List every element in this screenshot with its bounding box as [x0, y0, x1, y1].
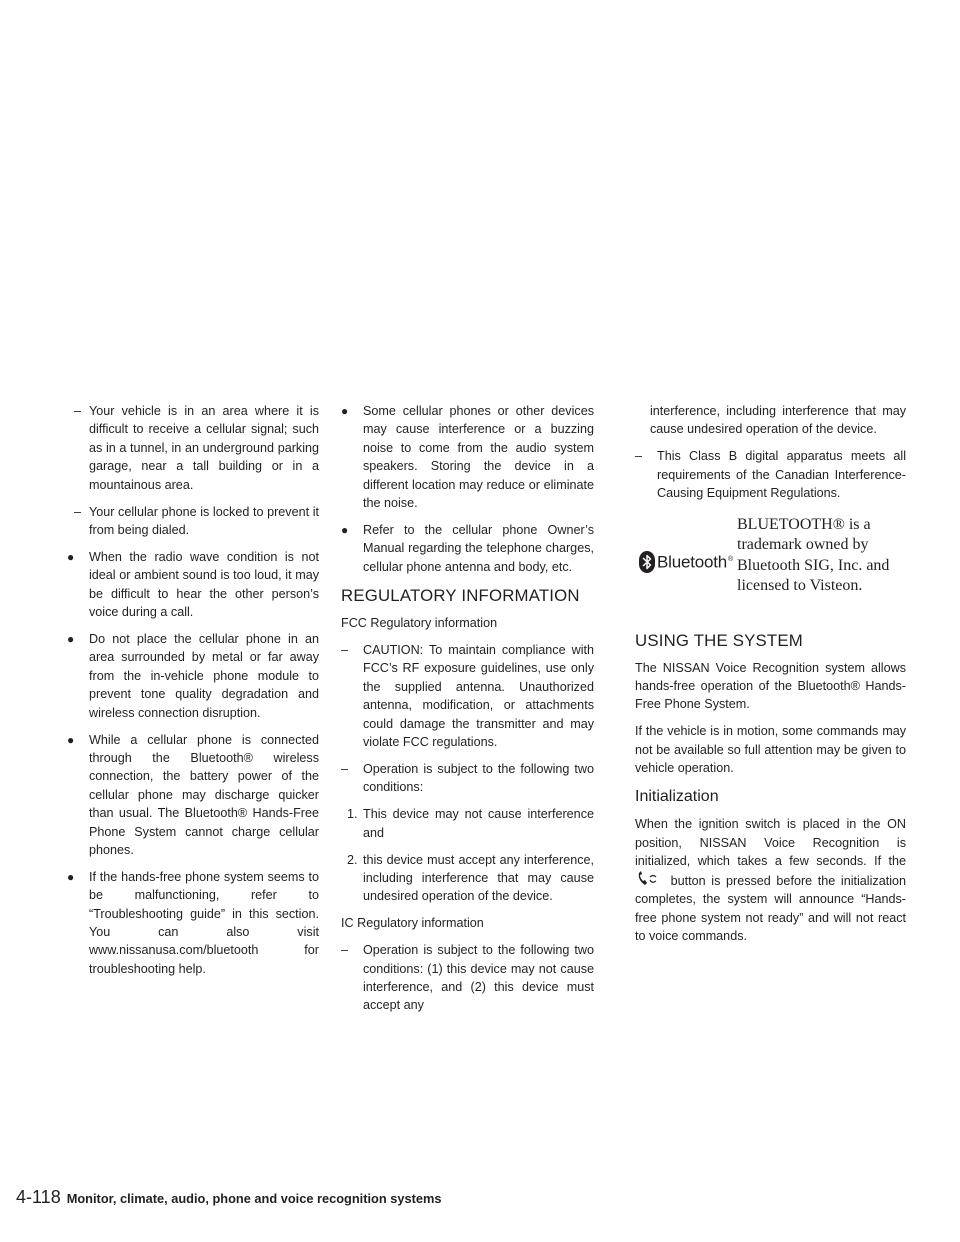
item-number: 2.	[347, 852, 358, 867]
list-item	[635, 447, 906, 502]
continued-text	[635, 402, 906, 439]
dash-marker: –	[341, 643, 349, 658]
bullet-icon: ●	[341, 404, 349, 418]
dash-marker: –	[341, 943, 349, 958]
item-text: Refer to the cellular phone Owner’s Manual regarding the telephone charges, cellular phone antenna and body, etc.	[363, 522, 594, 574]
list-item	[341, 941, 594, 1015]
item-text: Your vehicle is in an area where it is difficult to receive a cellular signal; such as in a tunnel, in an underground parking garage, near a tall building or in a mountainous area.	[89, 404, 319, 492]
paragraph: The NISSAN Voice Recognition system allows hands-free operation of the Bluetooth® Hands-Free Phone System.	[635, 660, 906, 712]
paragraph-part: When the ignition switch is placed in the ON position, NISSAN Voice Recognition is initialized, which takes a few seconds. If the	[635, 817, 906, 869]
section-heading-using-system: USING THE SYSTEM	[635, 630, 803, 650]
ic-label: IC Regulatory information	[341, 916, 484, 931]
bullet-icon: ●	[67, 869, 75, 884]
column-3	[635, 402, 906, 954]
item-text: When the radio wave condition is not ideal or ambient sound is too loud, it may be difficult to hear the other person’s voice during a call.	[89, 549, 319, 620]
list-item	[341, 402, 594, 512]
registered-mark: ®	[728, 556, 734, 563]
item-text: Your cellular phone is locked to prevent it from being dialed.	[89, 504, 319, 537]
list-item	[341, 760, 594, 797]
bluetooth-trademark	[635, 515, 906, 617]
bluetooth-word: Bluetooth	[657, 552, 728, 572]
item-text: This device may not cause interference and	[363, 807, 594, 840]
list-item	[67, 731, 319, 860]
item-text: this device must accept any interference, including interference that may cause undesired operation of the device.	[363, 852, 594, 904]
column-1	[67, 402, 319, 987]
numbered-item	[341, 805, 594, 842]
section-heading-regulatory: REGULATORY INFORMATION	[341, 586, 580, 606]
dash-marker: –	[635, 449, 643, 464]
list-item	[341, 641, 594, 751]
bullet-icon: ●	[67, 549, 75, 564]
list-item	[67, 402, 319, 494]
dash-marker: –	[74, 504, 82, 519]
column-2	[341, 402, 594, 1023]
dash-marker: –	[74, 404, 82, 418]
item-text: If the hands-free phone system seems to be malfunctioning, refer to “Troubleshooting guide” in this section. You can also visit www.nissanusa.com/bluetooth for troubleshooting help.	[89, 869, 319, 976]
paragraph: If the vehicle is in motion, some commands may not be available so full attention may be given to vehicle operation.	[635, 724, 906, 776]
item-text: Operation is subject to the following two conditions:	[363, 762, 594, 795]
item-text: Do not place the cellular phone in an area surrounded by metal or far away from the in-vehicle phone module to prevent tone quality degradation and wireless connection disruption.	[89, 631, 319, 720]
item-text: This Class B digital apparatus meets all requirements of the Canadian Interference-Causing Equipment Regulations.	[657, 449, 906, 501]
phone-talk-icon	[635, 871, 665, 887]
item-text: Operation is subject to the following two conditions: (1) this device may not cause interference, and (2) this device must accept any	[363, 943, 594, 1013]
subheading-initialization: Initialization	[635, 788, 719, 806]
bullet-icon: ●	[67, 631, 75, 646]
bluetooth-logo	[639, 551, 733, 573]
list-item	[67, 548, 319, 622]
list-item	[341, 521, 594, 576]
list-item	[67, 868, 319, 978]
bluetooth-rune-icon	[639, 551, 655, 573]
bullet-icon: ●	[341, 522, 349, 537]
bluetooth-wordmark	[657, 551, 733, 572]
footer-section-title: Monitor, climate, audio, phone and voice recognition systems	[66, 1191, 442, 1206]
list-item	[67, 503, 319, 540]
item-number: 1.	[347, 807, 358, 822]
fcc-label: FCC Regulatory information	[341, 616, 498, 631]
page-number: 4-118	[16, 1187, 61, 1207]
bullet-icon: ●	[67, 732, 75, 747]
paragraph-part: button is pressed before the initialization completes, the system will announce “Hands-free phone system not ready” and will not react to voice commands.	[635, 873, 907, 943]
dash-marker: –	[341, 762, 349, 776]
page-footer	[16, 1187, 441, 1208]
item-text: Some cellular phones or other devices may cause interference or a buzzing noise to come from the audio system speakers. Storing the device in a different location may reduce or eliminate the noise.	[363, 404, 594, 511]
item-text: CAUTION: To maintain compliance with FCC’s RF exposure guidelines, use only the supplied antenna. Unauthorized antenna, modification, or attachments could damage the transmitter and may violate FCC regulations.	[363, 643, 594, 750]
paragraph	[635, 815, 906, 945]
item-text: While a cellular phone is connected through the Bluetooth® wireless connection, the battery power of the cellular phone may discharge quicker than usual. The Bluetooth® Hands-Free Phone System cannot charge cellular phones.	[89, 732, 319, 857]
trademark-notice: BLUETOOTH® is a trademark owned by Bluetooth SIG, Inc. and licensed to Visteon.	[737, 515, 890, 595]
item-text: interference, including interference that may cause undesired operation of the device.	[650, 404, 906, 437]
numbered-item	[341, 851, 594, 906]
list-item	[67, 630, 319, 722]
